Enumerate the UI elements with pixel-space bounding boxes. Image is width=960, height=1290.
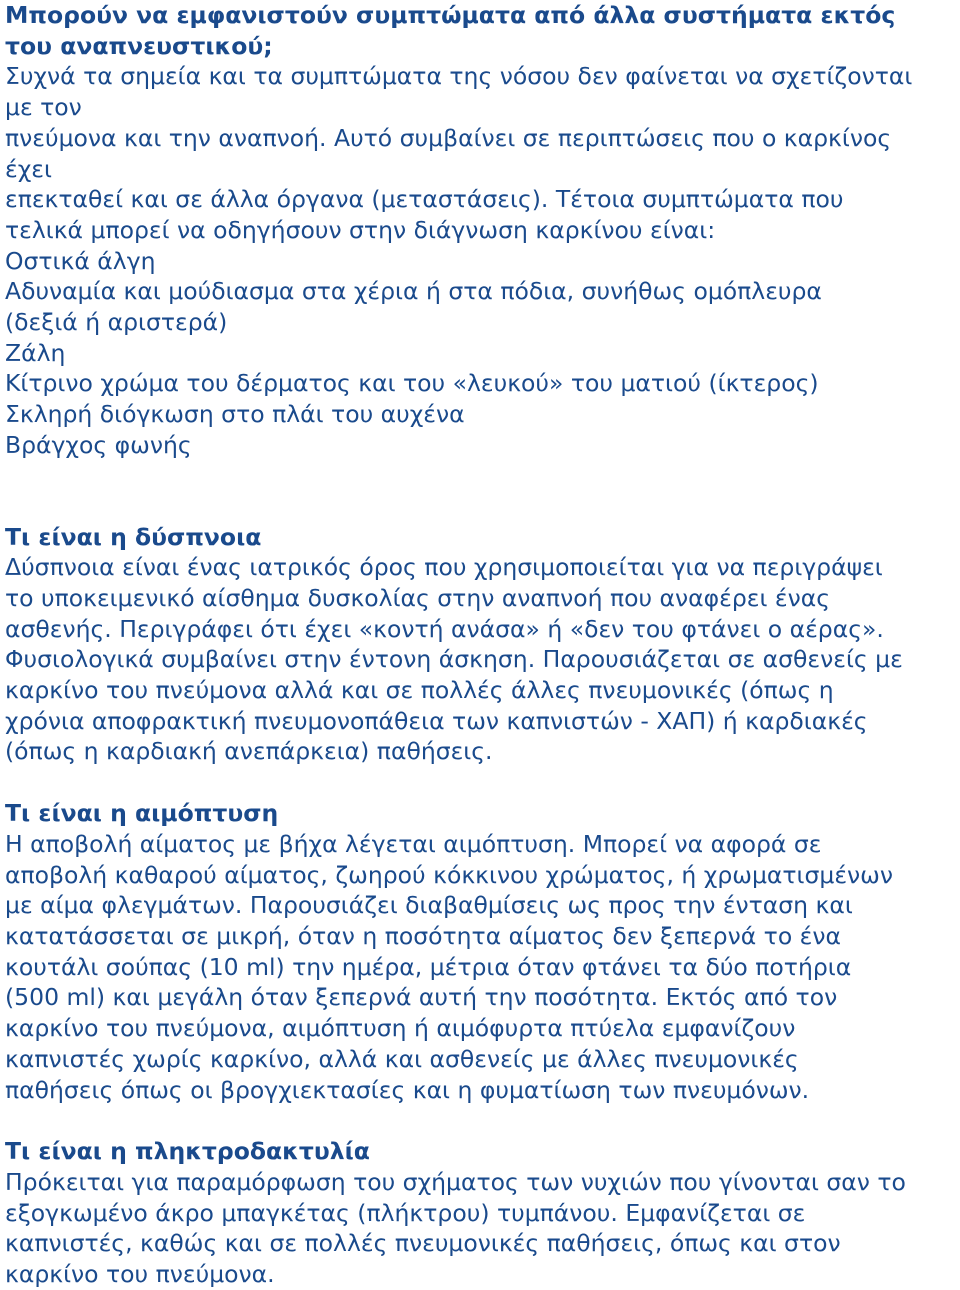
paragraph-line: το υποκειμενικό αίσθημα δυσκολίας στην αναπνοή που αναφέρει ένας — [5, 583, 831, 612]
paragraph-line: καρκίνο του πνεύμονα αλλά και σε πολλές άλλες πνευμονικές (όπως η — [5, 676, 834, 705]
section-spacer — [5, 1105, 957, 1136]
symptom-list-item: Βράγχος φωνής — [5, 430, 192, 459]
paragraph-line: εξογκωμένο άκρο μπαγκέτας (πλήκτρου) τυμπάνου. Εμφανίζεται σε — [5, 1198, 806, 1227]
paragraph-line: καρκίνο του πνεύμονα, αιμόπτυση ή αιμόφυρτα πτύελα εμφανίζουν — [5, 1014, 796, 1043]
paragraph-line: χρόνια αποφρακτική πνευμονοπάθεια των καπνιστών - ΧΑΠ) ή καρδιακές — [5, 706, 868, 735]
paragraph-line: με τον — [5, 93, 82, 122]
symptom-list-item: Ζάλη — [5, 338, 66, 367]
symptom-list-item: Οστικά άλγη — [5, 246, 156, 275]
paragraph-line: Δύσπνοια είναι ένας ιατρικός όρος που χρησιμοποιείται για να περιγράψει — [5, 553, 883, 582]
paragraph-line: (500 ml) και μεγάλη όταν ξεπερνά αυτή την ποσότητα. Εκτός από τον — [5, 983, 838, 1012]
section-heading: Μπορούν να εμφανιστούν συμπτώματα από άλλα συστήματα εκτός — [5, 1, 896, 29]
section-heading: του αναπνευστικού; — [5, 31, 273, 60]
paragraph-line: καρκίνο του πνεύμονα. — [5, 1260, 275, 1289]
paragraph-line: Πρόκειται για παραμόρφωση του σχήματος των νυχιών που γίνονται σαν το — [5, 1167, 906, 1196]
section-clubbing — [5, 1136, 957, 1290]
paragraph-line: με αίμα φλεγμάτων. Παρουσιάζει διαβαθμίσεις ως προς την ένταση και — [5, 891, 853, 920]
symptom-list-item: (δεξιά ή αριστερά) — [5, 308, 228, 337]
section-spacer — [5, 461, 957, 522]
document-page — [5, 0, 957, 1290]
paragraph-line: Συχνά τα σημεία και τα συμπτώματα της νόσου δεν φαίνεται να σχετίζονται — [5, 62, 913, 91]
paragraph-line: καπνιστές χωρίς καρκίνο, αλλά και ασθενείς με άλλες πνευμονικές — [5, 1044, 799, 1073]
section-heading: Τι είναι η πληκτροδακτυλία — [5, 1137, 370, 1166]
section-heading: Τι είναι η αιμόπτυση — [5, 799, 279, 828]
paragraph-line: Η αποβολή αίματος με βήχα λέγεται αιμόπτυση. Μπορεί να αφορά σε — [5, 829, 822, 858]
paragraph-line: ασθενής. Περιγράφει ότι έχει «κοντή ανάσα» ή «δεν του φτάνει ο αέρας». — [5, 614, 884, 643]
symptom-list-item: Κίτρινο χρώμα του δέρματος και του «λευκού» του ματιού (ίκτερος) — [5, 369, 819, 398]
paragraph-line: παθήσεις όπως οι βρογχιεκτασίες και η φυματίωση των πνευμόνων. — [5, 1075, 810, 1104]
paragraph-line: κουτάλι σούπας (10 ml) την ημέρα, μέτρια όταν φτάνει τα δύο ποτήρια — [5, 952, 852, 981]
paragraph-line: επεκταθεί και σε άλλα όργανα (μεταστάσεις). Τέτοια συμπτώματα που — [5, 185, 844, 214]
paragraph-line: τελικά μπορεί να οδηγήσουν στην διάγνωση καρκίνου είναι: — [5, 215, 716, 244]
paragraph-line: κατατάσσεται σε μικρή, όταν η ποσότητα αίματος δεν ξεπερνά το ένα — [5, 921, 841, 950]
symptom-list-item: Αδυναμία και μούδιασμα στα χέρια ή στα πόδια, συνήθως ομόπλευρα — [5, 277, 822, 306]
paragraph-line: έχει — [5, 154, 52, 183]
symptom-list-item: Σκληρή διόγκωση στο πλάι του αυχένα — [5, 400, 465, 429]
section-hemoptysis — [5, 798, 957, 1105]
section-extra-respiratory-symptoms — [5, 0, 957, 461]
section-spacer — [5, 767, 957, 798]
paragraph-line: πνεύμονα και την αναπνοή. Αυτό συμβαίνει σε περιπτώσεις που ο καρκίνος — [5, 123, 892, 152]
paragraph-line: αποβολή καθαρού αίματος, ζωηρού κόκκινου χρώματος, ή χρωματισμένων — [5, 860, 893, 889]
paragraph-line: Φυσιολογικά συμβαίνει στην έντονη άσκηση. Παρουσιάζεται σε ασθενείς με — [5, 645, 903, 674]
section-dyspnea — [5, 522, 957, 768]
paragraph-line: καπνιστές, καθώς και σε πολλές πνευμονικές παθήσεις, όπως και στον — [5, 1229, 841, 1258]
section-heading: Τι είναι η δύσπνοια — [5, 522, 262, 551]
paragraph-line: (όπως η καρδιακή ανεπάρκεια) παθήσεις. — [5, 737, 493, 766]
